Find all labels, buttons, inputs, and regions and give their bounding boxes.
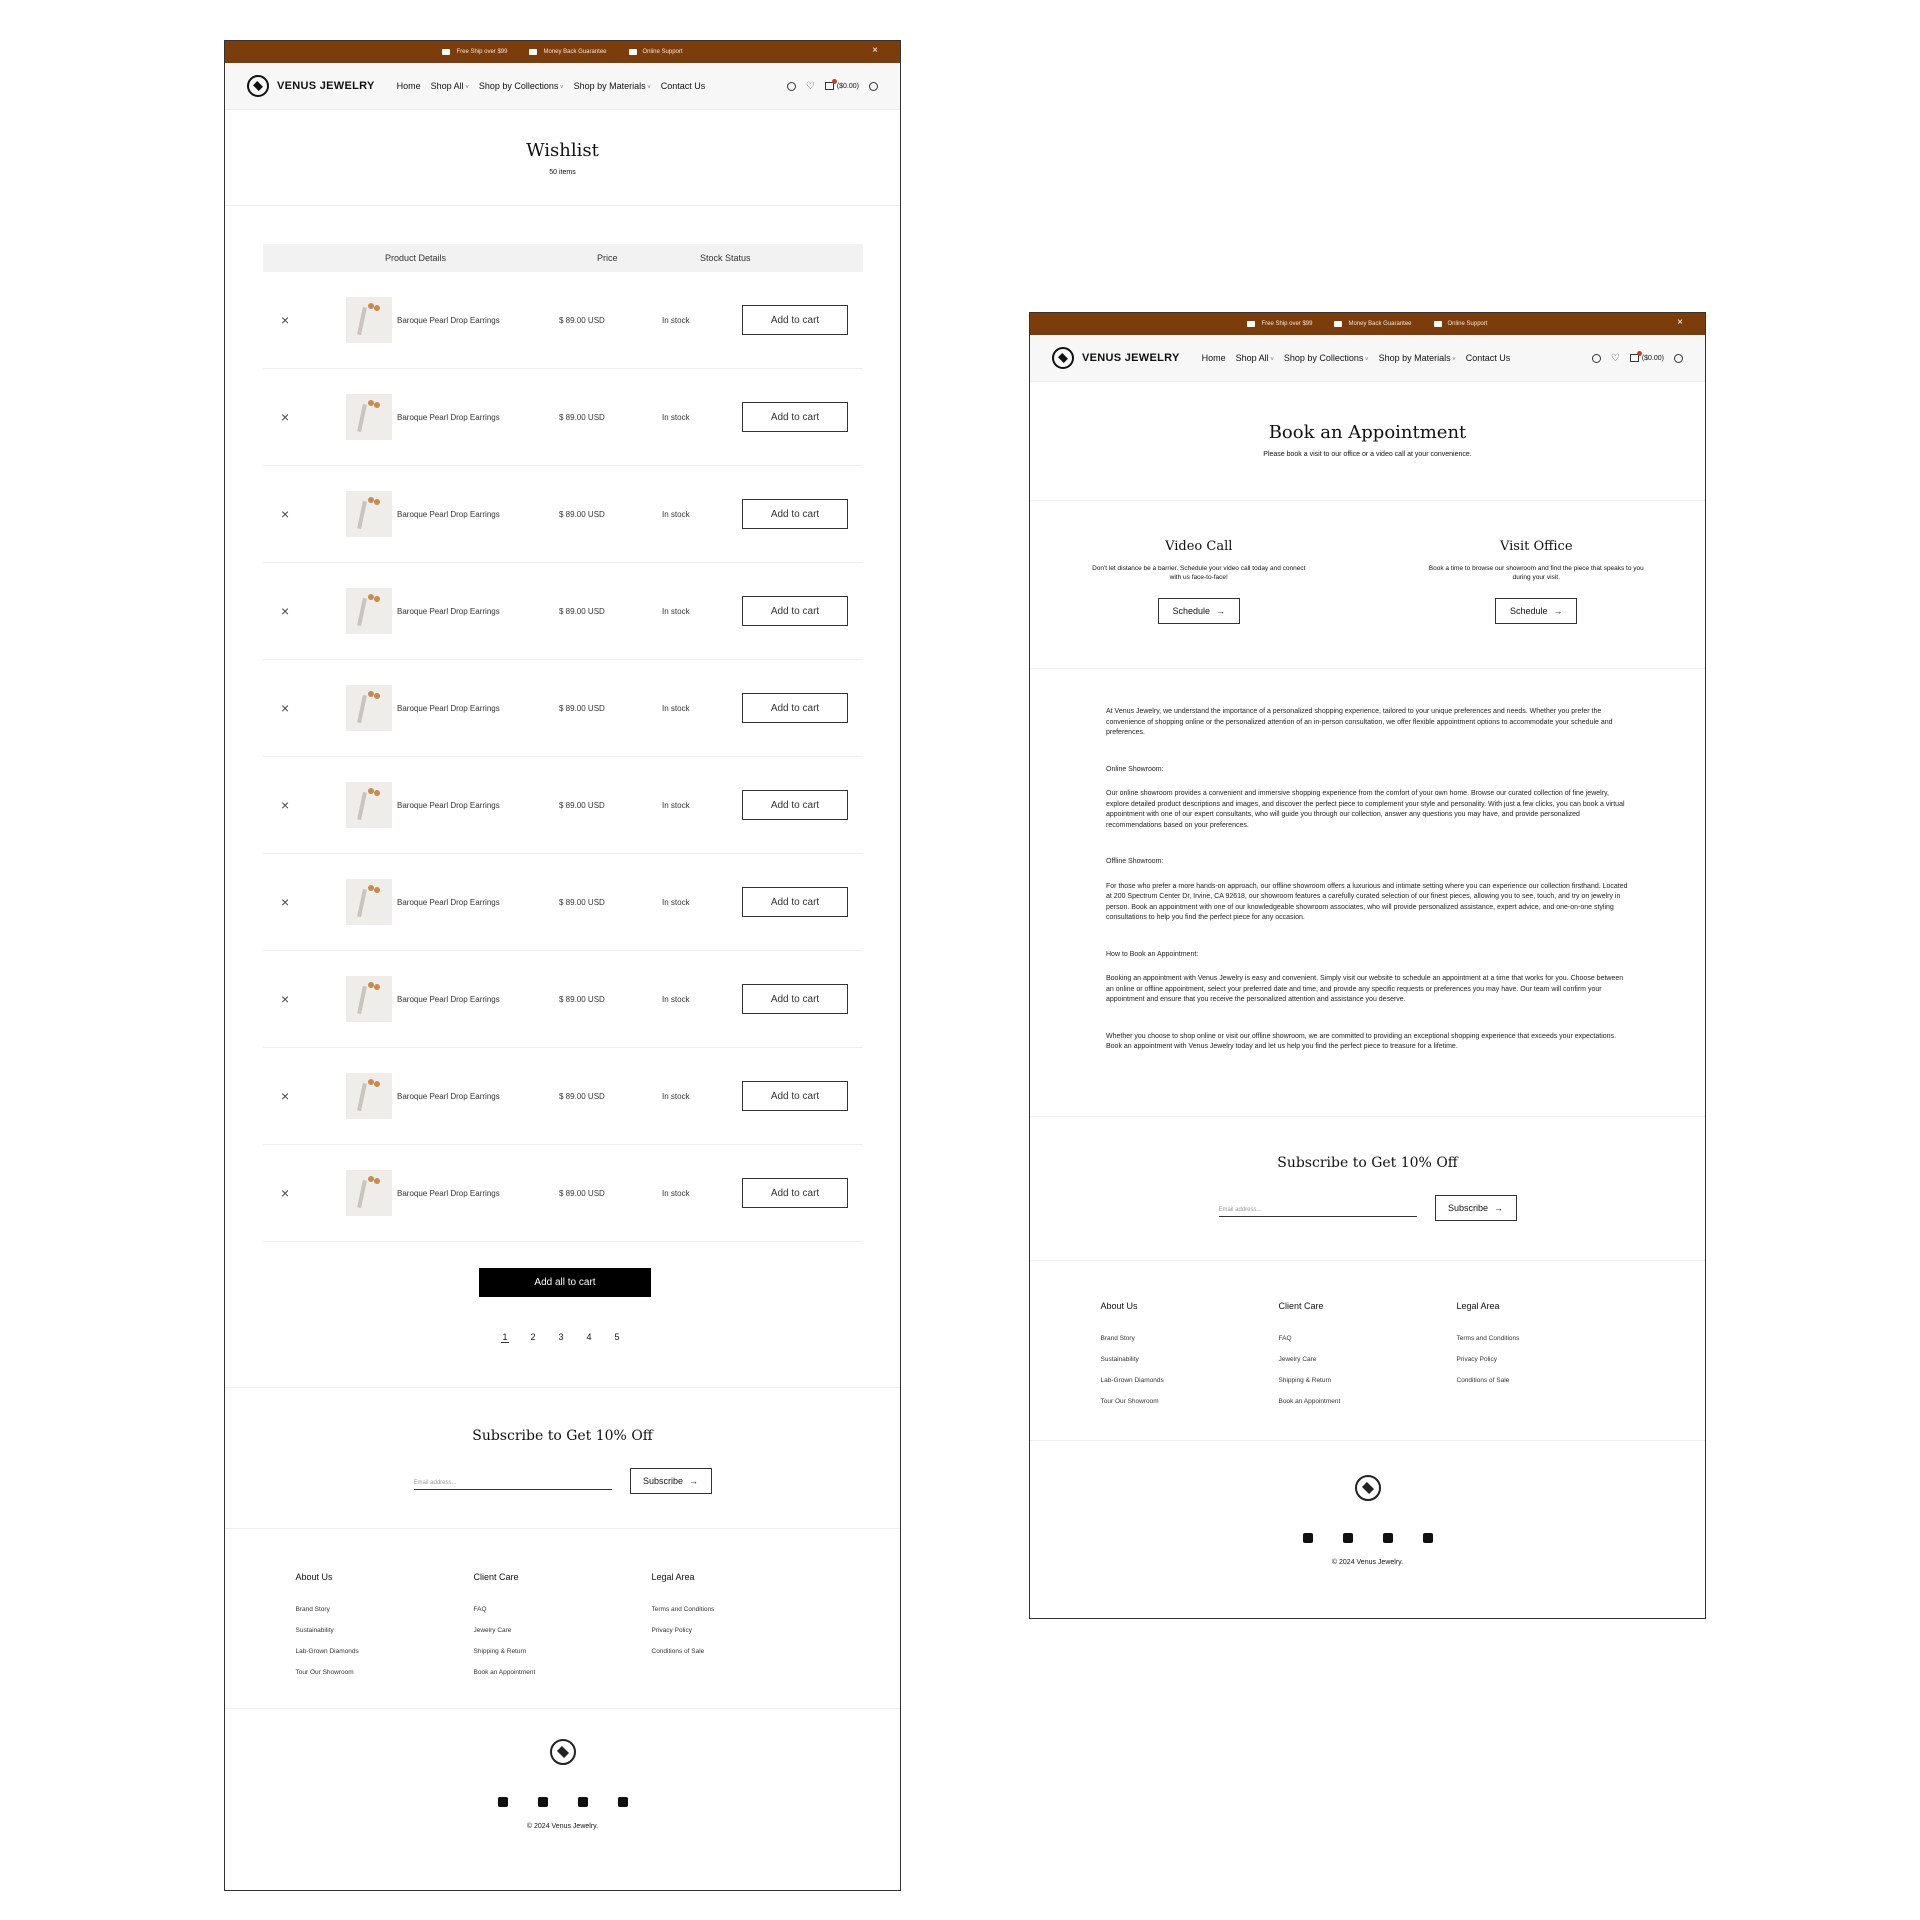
footer-link[interactable]: Privacy Policy bbox=[1456, 1356, 1497, 1363]
remove-icon[interactable]: × bbox=[281, 409, 290, 425]
nav-collections[interactable]: Shop by Collections ˅ bbox=[479, 81, 564, 91]
footer-heading: About Us bbox=[295, 1572, 333, 1582]
footer-links bbox=[1030, 1261, 1705, 1441]
footer-col-care bbox=[474, 1572, 652, 1708]
footer-link[interactable]: FAQ bbox=[473, 1606, 487, 1613]
option-text: Book a time to browse our showroom and find the piece that speaks to you during your visit. bbox=[1428, 565, 1644, 582]
footer-bottom bbox=[1030, 1441, 1705, 1566]
footer-link[interactable]: Brand Story bbox=[1100, 1335, 1135, 1342]
table-row bbox=[263, 272, 863, 369]
product-name[interactable]: Baroque Pearl Drop Earrings bbox=[397, 315, 500, 325]
cart-button[interactable] bbox=[825, 82, 859, 90]
footer-heading: Client Care bbox=[473, 1572, 519, 1582]
footer-link[interactable]: Lab-Grown Diamonds bbox=[1100, 1377, 1164, 1384]
truck-icon bbox=[1247, 321, 1255, 327]
money-back-notice bbox=[529, 49, 606, 55]
product-price: $ 89.00 USD bbox=[559, 800, 605, 810]
add-to-cart-button[interactable]: Add to cart bbox=[742, 693, 848, 723]
heart-icon[interactable]: ♡ bbox=[1610, 352, 1620, 364]
product-thumbnail[interactable] bbox=[346, 297, 392, 343]
close-icon[interactable]: × bbox=[1677, 317, 1683, 328]
footer-col-about bbox=[296, 1572, 474, 1708]
nav-materials[interactable]: Shop by Materials ˅ bbox=[574, 81, 651, 91]
bag-icon bbox=[825, 82, 834, 90]
table-row bbox=[263, 854, 863, 951]
schedule-label: Schedule bbox=[1172, 606, 1211, 617]
page-3[interactable]: 3 bbox=[558, 1332, 564, 1342]
remove-icon[interactable]: × bbox=[281, 506, 290, 522]
compass-logo-icon bbox=[247, 75, 269, 97]
schedule-visit-button[interactable] bbox=[1495, 598, 1577, 624]
page-5[interactable]: 5 bbox=[614, 1332, 620, 1342]
arrow-right-icon: → bbox=[689, 1476, 699, 1486]
stock-status: In stock bbox=[662, 897, 690, 907]
footer-link[interactable]: Shipping & Return bbox=[1278, 1377, 1332, 1384]
stock-status: In stock bbox=[662, 509, 690, 519]
footer-links bbox=[225, 1529, 900, 1709]
table-row bbox=[263, 951, 863, 1048]
youtube-icon[interactable] bbox=[1383, 1533, 1393, 1543]
footer-link[interactable]: Privacy Policy bbox=[651, 1627, 692, 1634]
remove-icon[interactable]: × bbox=[281, 797, 290, 813]
truck-icon bbox=[442, 49, 450, 55]
add-to-cart-button[interactable]: Add to cart bbox=[742, 402, 848, 432]
bag-icon bbox=[1630, 354, 1639, 362]
appointment-info bbox=[1030, 669, 1705, 1117]
mail-icon[interactable] bbox=[498, 1797, 508, 1807]
stock-status: In stock bbox=[662, 994, 690, 1004]
page-title: Book an Appointment bbox=[1268, 422, 1467, 443]
social-links bbox=[1030, 1533, 1705, 1543]
footer-link[interactable]: Jewelry Care bbox=[473, 1627, 512, 1634]
table-row bbox=[263, 369, 863, 466]
subscribe-label: Subscribe bbox=[1447, 1203, 1489, 1213]
announcement-text: Online Support bbox=[642, 49, 683, 55]
announcement-text: Free Ship over $99 bbox=[456, 49, 508, 55]
table-row bbox=[263, 466, 863, 563]
option-title: Video Call bbox=[1165, 539, 1233, 554]
stock-status: In stock bbox=[662, 412, 690, 422]
page-title: Wishlist bbox=[526, 140, 599, 161]
subscribe-section bbox=[225, 1387, 900, 1529]
headset-icon bbox=[1434, 321, 1442, 327]
subscribe-section bbox=[1030, 1117, 1705, 1261]
add-to-cart-button[interactable]: Add to cart bbox=[742, 790, 848, 820]
copyright: © 2024 Venus Jewelry. bbox=[526, 1823, 599, 1830]
footer-link[interactable]: Jewelry Care bbox=[1278, 1356, 1317, 1363]
announcement-bar bbox=[1030, 313, 1705, 335]
table-row bbox=[263, 660, 863, 757]
announcement-text: Money Back Guarantee bbox=[543, 49, 607, 55]
copyright: © 2024 Venus Jewelry. bbox=[1331, 1559, 1404, 1566]
add-all-to-cart-button[interactable]: Add all to cart bbox=[479, 1268, 651, 1297]
stock-status: In stock bbox=[662, 800, 690, 810]
headset-icon bbox=[629, 49, 637, 55]
brand-logo[interactable] bbox=[1052, 347, 1180, 369]
col-price: Price bbox=[597, 253, 618, 263]
money-icon bbox=[529, 49, 537, 55]
section-heading: How to Book an Appointment: bbox=[1106, 950, 1199, 958]
product-price: $ 89.00 USD bbox=[559, 606, 605, 616]
subscribe-form bbox=[1030, 1195, 1705, 1221]
footer-link[interactable]: Book an Appointment bbox=[1278, 1398, 1341, 1405]
wishlist-table bbox=[263, 244, 863, 1242]
money-back-notice bbox=[1334, 321, 1411, 327]
page-subtitle: Please book a visit to our office or a video call at your convenience. bbox=[1263, 451, 1472, 458]
table-row bbox=[263, 1048, 863, 1145]
product-thumbnail[interactable] bbox=[346, 394, 392, 440]
footer-heading: Legal Area bbox=[1456, 1301, 1500, 1311]
remove-icon[interactable]: × bbox=[281, 603, 290, 619]
remove-icon[interactable]: × bbox=[281, 700, 290, 716]
product-name[interactable]: Baroque Pearl Drop Earrings bbox=[397, 1091, 500, 1101]
product-name[interactable]: Baroque Pearl Drop Earrings bbox=[397, 1188, 500, 1198]
account-icon[interactable] bbox=[869, 82, 878, 91]
footer-heading: Client Care bbox=[1278, 1301, 1324, 1311]
product-price: $ 89.00 USD bbox=[559, 412, 605, 422]
announcement-text: Money Back Guarantee bbox=[1348, 321, 1412, 327]
add-to-cart-button[interactable]: Add to cart bbox=[742, 596, 848, 626]
stock-status: In stock bbox=[662, 315, 690, 325]
closing-paragraph: Whether you choose to shop online or visit our offline showroom, we are committed to providing an exceptional shopping experience that exceeds your expectations. Book an appointment with Venus Jewelry today and let us help you find the perfect piece to treasure for a lifetime. bbox=[1106, 1032, 1616, 1050]
instagram-icon[interactable] bbox=[618, 1797, 628, 1807]
wishlist-header bbox=[225, 110, 900, 206]
free-ship-notice bbox=[1247, 321, 1312, 327]
free-ship-notice bbox=[442, 49, 507, 55]
product-name[interactable]: Baroque Pearl Drop Earrings bbox=[397, 606, 500, 616]
footer-link[interactable]: Tour Our Showroom bbox=[295, 1669, 354, 1676]
nav-collections[interactable]: Shop by Collections ˅ bbox=[1284, 353, 1369, 363]
product-thumbnail[interactable] bbox=[346, 491, 392, 537]
product-name[interactable]: Baroque Pearl Drop Earrings bbox=[397, 994, 500, 1004]
nav-actions bbox=[1592, 353, 1683, 364]
section-paragraph: Our online showroom provides a convenient and immersive shopping experience from the comfort of your own home. Browse our curated collection of fine jewelry, explore detailed product descriptions and images, and discover the perfect piece to complement your style and personality. With just a few clicks, you can book a virtual appointment with one of our expert consultants, who will guide you through our collection, answer any questions you may have, and provide personalized recommendations based on your preferences. bbox=[1106, 790, 1625, 829]
brand-logo[interactable] bbox=[247, 75, 375, 97]
nav-shop-all[interactable]: Shop All ˅ bbox=[431, 81, 469, 91]
nav-menu bbox=[1202, 353, 1511, 363]
product-thumbnail[interactable] bbox=[346, 685, 392, 731]
product-name[interactable]: Baroque Pearl Drop Earrings bbox=[397, 703, 500, 713]
support-notice bbox=[629, 49, 683, 55]
remove-icon[interactable]: × bbox=[281, 1088, 290, 1104]
footer-link[interactable]: Terms and Conditions bbox=[1456, 1335, 1520, 1342]
nav-home[interactable]: Home bbox=[1201, 353, 1226, 363]
email-input[interactable]: Email address... bbox=[1219, 1195, 1417, 1217]
table-header bbox=[263, 244, 863, 272]
footer-link[interactable]: Lab-Grown Diamonds bbox=[295, 1648, 359, 1655]
footer-link[interactable]: Shipping & Return bbox=[473, 1648, 527, 1655]
announcement-text: Online Support bbox=[1447, 321, 1488, 327]
nav-contact[interactable]: Contact Us bbox=[660, 81, 706, 91]
remove-icon[interactable]: × bbox=[281, 894, 290, 910]
money-icon bbox=[1334, 321, 1342, 327]
announcement-bar bbox=[225, 41, 900, 63]
compass-logo-icon[interactable] bbox=[1355, 1475, 1381, 1501]
option-title: Visit Office bbox=[1499, 539, 1573, 554]
add-to-cart-button[interactable]: Add to cart bbox=[742, 305, 848, 335]
brand-name: VENUS JEWELRY bbox=[277, 80, 375, 92]
table-body bbox=[263, 272, 863, 1242]
visit-office-option bbox=[1368, 539, 1706, 668]
footer-link[interactable]: Book an Appointment bbox=[473, 1669, 536, 1676]
page-4[interactable]: 4 bbox=[586, 1332, 592, 1342]
col-product: Product Details bbox=[385, 253, 447, 263]
cart-total: ($0.00) bbox=[1641, 354, 1664, 362]
remove-icon[interactable]: × bbox=[281, 312, 290, 328]
product-thumbnail[interactable] bbox=[346, 879, 392, 925]
arrow-right-icon: → bbox=[1494, 1203, 1504, 1213]
cart-button[interactable] bbox=[1630, 354, 1664, 362]
mail-icon[interactable] bbox=[1303, 1533, 1313, 1543]
account-icon[interactable] bbox=[1674, 354, 1683, 363]
product-price: $ 89.00 USD bbox=[559, 1091, 605, 1101]
footer-link[interactable]: Terms and Conditions bbox=[651, 1606, 715, 1613]
product-name[interactable]: Baroque Pearl Drop Earrings bbox=[397, 412, 500, 422]
heart-icon[interactable]: ♡ bbox=[805, 80, 815, 92]
subscribe-button[interactable] bbox=[1435, 1195, 1517, 1221]
cart-total: ($0.00) bbox=[836, 82, 859, 90]
subscribe-label: Subscribe bbox=[642, 1476, 684, 1486]
subscribe-title: Subscribe to Get 10% Off bbox=[472, 1428, 653, 1444]
nav-actions bbox=[787, 81, 878, 92]
facebook-icon[interactable] bbox=[1343, 1533, 1353, 1543]
close-icon[interactable]: × bbox=[872, 45, 878, 56]
product-price: $ 89.00 USD bbox=[559, 509, 605, 519]
nav-home[interactable]: Home bbox=[396, 81, 421, 91]
schedule-label: Schedule bbox=[1509, 606, 1548, 617]
youtube-icon[interactable] bbox=[578, 1797, 588, 1807]
main-nav bbox=[225, 63, 900, 110]
footer-link[interactable]: Conditions of Sale bbox=[1456, 1377, 1510, 1384]
wishlist-page bbox=[224, 40, 901, 1891]
pagination bbox=[501, 1332, 621, 1343]
nav-shop-all[interactable]: Shop All ˅ bbox=[1236, 353, 1274, 363]
instagram-icon[interactable] bbox=[1423, 1533, 1433, 1543]
remove-icon[interactable]: × bbox=[281, 991, 290, 1007]
section-paragraph: For those who prefer a more hands-on approach, our offline showroom offers a luxurious and intimate setting where you can experience our collection firsthand. Located at 200 Spectrum Center Dr, Irvine, CA 92618, our showroom features a carefully curated selection of our finest pieces, allowing you to see, touch, and try on jewelry in person. Book an appointment with one of our knowledgeable showroom associates, who will provide personalized assistance, expert advice, and one-on-one styling consultations to help you find the perfect piece for any occasion. bbox=[1106, 882, 1628, 921]
option-text: Don't let distance be a barrier. Schedule your video call today and connect with us face-to-face! bbox=[1092, 565, 1306, 582]
brand-name: VENUS JEWELRY bbox=[1082, 352, 1180, 364]
product-name[interactable]: Baroque Pearl Drop Earrings bbox=[397, 897, 500, 907]
add-to-cart-button[interactable]: Add to cart bbox=[742, 984, 848, 1014]
section-heading: Offline Showroom: bbox=[1106, 858, 1164, 865]
table-row bbox=[263, 563, 863, 660]
announcement-text: Free Ship over $99 bbox=[1261, 321, 1313, 327]
item-count: 50 items bbox=[549, 169, 576, 176]
search-icon[interactable] bbox=[1592, 354, 1601, 363]
footer-link[interactable]: FAQ bbox=[1278, 1335, 1292, 1342]
compass-logo-icon[interactable] bbox=[550, 1739, 576, 1765]
table-row bbox=[263, 757, 863, 854]
appointment-page bbox=[1029, 312, 1706, 1619]
product-price: $ 89.00 USD bbox=[559, 315, 605, 325]
stock-status: In stock bbox=[662, 1091, 690, 1101]
product-name[interactable]: Baroque Pearl Drop Earrings bbox=[397, 509, 500, 519]
appointment-options bbox=[1030, 501, 1705, 669]
footer-link[interactable]: Tour Our Showroom bbox=[1100, 1398, 1159, 1405]
facebook-icon[interactable] bbox=[538, 1797, 548, 1807]
product-name[interactable]: Baroque Pearl Drop Earrings bbox=[397, 800, 500, 810]
intro-paragraph: At Venus Jewelry, we understand the importance of a personalized shopping experience, tailored to your unique preferences and needs. Whether you prefer the convenience of shopping online or the personalized attention of an in-person consultation, we offer flexible appointment options to accommodate your schedule and preferences. bbox=[1106, 708, 1613, 736]
add-to-cart-button[interactable]: Add to cart bbox=[742, 887, 848, 917]
main-nav bbox=[1030, 335, 1705, 382]
stock-status: In stock bbox=[662, 606, 690, 616]
subscribe-button[interactable] bbox=[630, 1468, 712, 1494]
footer-heading: Legal Area bbox=[651, 1572, 695, 1582]
subscribe-form bbox=[225, 1468, 900, 1494]
product-price: $ 89.00 USD bbox=[559, 897, 605, 907]
schedule-video-button[interactable] bbox=[1158, 598, 1240, 624]
product-thumbnail[interactable] bbox=[346, 976, 392, 1022]
table-row bbox=[263, 1145, 863, 1242]
page-2[interactable]: 2 bbox=[530, 1332, 536, 1342]
product-price: $ 89.00 USD bbox=[559, 994, 605, 1004]
support-notice bbox=[1434, 321, 1488, 327]
nav-menu bbox=[397, 81, 706, 91]
nav-materials[interactable]: Shop by Materials ˅ bbox=[1379, 353, 1456, 363]
arrow-right-icon: → bbox=[1553, 606, 1563, 617]
subscribe-title: Subscribe to Get 10% Off bbox=[1277, 1155, 1458, 1171]
footer-link[interactable]: Sustainability bbox=[295, 1627, 334, 1634]
footer-col-legal bbox=[652, 1572, 830, 1708]
add-to-cart-button[interactable]: Add to cart bbox=[742, 1178, 848, 1208]
email-input[interactable]: Email address... bbox=[414, 1468, 612, 1490]
search-icon[interactable] bbox=[787, 82, 796, 91]
product-thumbnail[interactable] bbox=[346, 588, 392, 634]
footer-bottom bbox=[225, 1739, 900, 1830]
appointment-header bbox=[1030, 382, 1705, 501]
section-paragraph: Booking an appointment with Venus Jewelry is easy and convenient. Simply visit our website to schedule an appointment at a time that works for you. Choose between an online or offline appointment, select your preferred date and time, and provide any specific requests or preferences you may have. Our team will confirm your appointment and ensure that you receive the personalized attention and assistance you deserve. bbox=[1106, 975, 1624, 1003]
footer-link[interactable]: Conditions of Sale bbox=[651, 1648, 705, 1655]
footer-link[interactable]: Brand Story bbox=[295, 1606, 330, 1613]
col-stock: Stock Status bbox=[700, 253, 751, 263]
stock-status: In stock bbox=[662, 1188, 690, 1198]
stock-status: In stock bbox=[662, 703, 690, 713]
compass-logo-icon bbox=[1052, 347, 1074, 369]
footer-heading: About Us bbox=[1100, 1301, 1138, 1311]
nav-contact[interactable]: Contact Us bbox=[1465, 353, 1511, 363]
product-price: $ 89.00 USD bbox=[559, 1188, 605, 1198]
video-call-option bbox=[1030, 539, 1368, 668]
product-thumbnail[interactable] bbox=[346, 1073, 392, 1119]
footer-col-care bbox=[1279, 1301, 1457, 1440]
footer-link[interactable]: Sustainability bbox=[1100, 1356, 1139, 1363]
add-to-cart-button[interactable]: Add to cart bbox=[742, 1081, 848, 1111]
section-heading: Online Showroom: bbox=[1106, 765, 1164, 773]
page-1[interactable]: 1 bbox=[502, 1332, 508, 1342]
product-thumbnail[interactable] bbox=[346, 1170, 392, 1216]
product-price: $ 89.00 USD bbox=[559, 703, 605, 713]
footer-col-about bbox=[1101, 1301, 1279, 1440]
remove-icon[interactable]: × bbox=[281, 1185, 290, 1201]
arrow-right-icon: → bbox=[1216, 606, 1226, 617]
add-to-cart-button[interactable]: Add to cart bbox=[742, 499, 848, 529]
footer-col-legal bbox=[1457, 1301, 1635, 1440]
social-links bbox=[225, 1797, 900, 1807]
product-thumbnail[interactable] bbox=[346, 782, 392, 828]
